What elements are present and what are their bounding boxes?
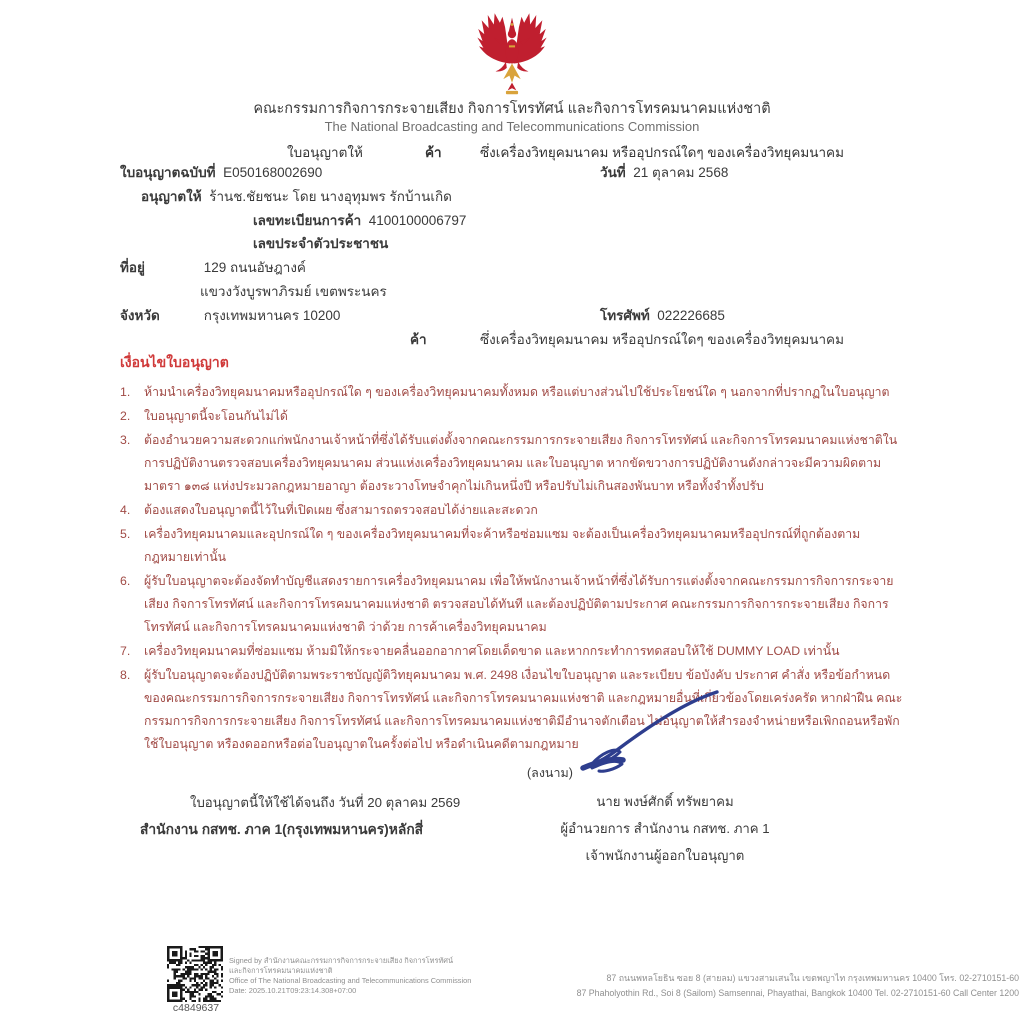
office-address-th: 87 ถนนพหลโยธิน ซอย 8 (สายลม) แขวงสามเสนใน เขตพญาไท กรุงเทพมหานคร 10400 โทร. 02-2710151-60 (606, 973, 1019, 983)
condition-text: ต้องอำนวยความสะดวกแก่พนักงานเจ้าหน้าที่ซึ่งได้รับแต่งตั้งจากคณะกรรมการกระจายเสียง กิจการโทรทัศน์ และกิจการโทรคมนาคมแห่งชาติในการปฏิบัติงานตรวจสอบเครื่องวิทยุคมนาคม ส่วนแห่งเครื่องวิทยุคมนาคม และใบอนุญาต หากขัดขวางการปฏิบัติงานดังกล่าวจะมีความผิดตามมาตรา ๑๓๘ แห่งประมวลกฎหมายอาญา ต้องระวางโทษจำคุกไม่เกินหนึ่งปี หรือปรับไม่เกินสองพันบาท หรือทั้งจำทั้งปรับ (144, 433, 898, 493)
address-line2: แขวงวังบูรพาภิรมย์ เขตพระนคร (200, 283, 387, 299)
org-name-en: The National Broadcasting and Telecommunications Commission (324, 119, 700, 134)
qr-code (167, 946, 223, 1002)
validity-block (120, 789, 460, 843)
condition-text: เครื่องวิทยุคมนาคมและอุปกรณ์ใด ๆ ของเครื่องวิทยุคมนาคมที่จะค้าหรือซ่อมแซม จะต้องเป็นเครื่องวิทยุคมนาคมหรืออุปกรณ์ที่ถูกต้องตามกฎหมายเท่านั้น (144, 527, 861, 564)
address-label: ที่อยู่ (120, 260, 145, 276)
condition-text: ห้ามนำเครื่องวิทยุคมนาคมหรืออุปกรณ์ใด ๆ ของเครื่องวิทยุคมนาคมทั้งหมด หรือแต่บางส่วนไปใช้ประโยชน์ใด ๆ นอกจากที่ปรากฏในใบอนุญาต (144, 385, 890, 399)
condition-item (120, 523, 906, 569)
condition-item (120, 664, 906, 756)
conditions-section (120, 352, 906, 757)
license-fields (120, 161, 904, 351)
field-row-address2 (200, 280, 904, 304)
trade-reg-value: 4100100006797 (368, 212, 467, 228)
condition-item (120, 570, 906, 639)
field-row-licensee (141, 185, 904, 209)
license-type-line (0, 141, 1024, 161)
license-intro: ใบอนุญาตให้ (287, 145, 363, 160)
office-address-en: 87 Phaholyothin Rd., Soi 8 (Sailom) Samsennai, Phayathai, Bangkok 10400 Tel. 02-2710151-60 Call Center 1200 (576, 988, 1019, 998)
license-scope-2: ซึ่งเครื่องวิทยุคมนาคม หรืออุปกรณ์ใดๆ ของเครื่องวิทยุคมนาคม (480, 331, 844, 347)
signer-block (500, 788, 830, 869)
license-no-value: E050168002690 (223, 165, 323, 180)
date-label: วันที่ (600, 165, 626, 180)
condition-number: 7. (120, 644, 131, 658)
office-address-block (577, 971, 1019, 1001)
licensee-value: ร้านช.ชัยชนะ โดย นางอุทุมพร รักบ้านเกิด (209, 188, 452, 204)
condition-number: 2. (120, 409, 131, 423)
condition-text: ผู้รับใบอนุญาตจะต้องจัดทำบัญชีแสดงรายการเครื่องวิทยุคมนาคม เพื่อให้พนักงานเจ้าหน้าที่ซึ่งได้รับการแต่งตั้งจากคณะกรรมการกิจการกระจายเสียง กิจการโทรทัศน์ และกิจการโทรคมนาคมแห่งชาติ ตรวจสอบได้ทันที และต้องปฏิบัติตามประกาศ คณะกรรมการกิจการกระจายเสียง กิจการโทรทัศน์ และกิจการโทรคมนาคมแห่งชาติ ว่าด้วย การค้าเครื่องวิทยุคมนาคม (144, 574, 894, 634)
field-row-license-no (120, 161, 904, 185)
condition-number: 5. (120, 527, 131, 541)
signature-ink (565, 686, 725, 778)
field-row-citizen-id (253, 232, 904, 256)
license-type-2: ค้า (410, 331, 427, 347)
condition-text: ผู้รับใบอนุญาตจะต้องปฏิบัติตามพระราชบัญญัติวิทยุคมนาคม พ.ศ. 2498 เงื่อนไขใบอนุญาต และระเบียบ ข้อบังคับ ประกาศ คำสั่ง หรือข้อกำหนด ของคณะกรรมการกิจการกระจายเสียง กิจการโทรทัศน์ และกิจการโทรคมนาคมแห่งชาติ และกฎหมายอื่นที่เกี่ยวข้องโดยเคร่งครัด หากฝ่าฝืน คณะกรรมการกิจการกระจายเสียง กิจการโทรทัศน์ และกิจการโทรคมนาคมแห่งชาติมีอำนาจตักเตือน ไม่อนุญาตให้สำรองจำหน่ายหรือเพิกถอนหรือพักใช้ใบอนุญาต หรืองดออกหรือต่อใบอนุญาตในครั้งต่อไป หรือดำเนินคดีตามกฎหมาย (144, 668, 903, 751)
signer-title: ผู้อำนวยการ สำนักงาน กสทช. ภาค 1 (560, 821, 770, 836)
license-type: ค้า (425, 145, 442, 160)
date-value: 21 ตุลาคม 2568 (633, 165, 729, 180)
condition-item (120, 429, 906, 498)
condition-number: 8. (120, 668, 131, 682)
phone-value: 022226685 (657, 307, 725, 323)
phone-label: โทรศัพท์ (600, 307, 650, 323)
condition-item (120, 405, 906, 428)
condition-number: 6. (120, 574, 131, 588)
org-name-th: คณะกรรมการกิจการกระจายเสียง กิจการโทรทัศน์ และกิจการโทรคมนาคมแห่งชาติ (253, 101, 771, 117)
citizen-id-label: เลขประจำตัวประชาชน (253, 236, 389, 252)
condition-item (120, 381, 906, 404)
signer-role: เจ้าพนักงานผู้ออกใบอนุญาต (585, 848, 745, 863)
field-row-address (120, 256, 904, 280)
sign-here-label: (ลงนาม) (527, 766, 573, 780)
address-line1: 129 ถนนอัษฎางค์ (203, 260, 306, 276)
signed-by-line4: Date: 2025.10.21T09:23:14.308+07:00 (229, 986, 357, 995)
trade-reg-label: เลขทะเบียนการค้า (253, 212, 362, 228)
issuing-office: สำนักงาน กสทช. ภาค 1(กรุงเทพมหานคร)หลักสี่ (140, 822, 424, 837)
province-value: กรุงเทพมหานคร 10200 (203, 307, 341, 323)
field-row-trade-reg (253, 209, 904, 233)
condition-text: ใบอนุญาตนี้จะโอนกันไม่ได้ (144, 409, 288, 423)
licensee-label: อนุญาตให้ (141, 188, 202, 204)
signed-by-line2: และกิจการโทรคมนาคมแห่งชาติ (229, 966, 333, 975)
condition-item (120, 499, 906, 522)
validity-line: ใบอนุญาตนี้ให้ใช้ได้จนถึง วันที่ 20 ตุลาคม 2569 (190, 795, 461, 810)
condition-text: ต้องแสดงใบอนุญาตนี้ไว้ในที่เปิดเผย ซึ่งสามารถตรวจสอบได้ง่ายและสะดวก (144, 503, 538, 517)
province-label: จังหวัด (120, 307, 160, 323)
conditions-heading: เงื่อนไขใบอนุญาต (120, 354, 229, 370)
condition-item (120, 640, 906, 663)
license-scope: ซึ่งเครื่องวิทยุคมนาคม หรืออุปกรณ์ใดๆ ของเครื่องวิทยุคมนาคม (480, 145, 844, 160)
conditions-list (120, 381, 906, 756)
field-row-type (120, 328, 904, 352)
signed-by-line1: Signed by สำนักงานคณะกรรมการกิจการกระจายเสียง กิจการโทรทัศน์ (229, 956, 454, 965)
qr-caption: c4849637 (172, 1002, 220, 1014)
signer-name: นาย พงษ์ศักดิ์ ทรัพยาคม (596, 794, 734, 809)
license-no-label: ใบอนุญาตฉบับที่ (120, 165, 216, 180)
condition-text: เครื่องวิทยุคมนาคมที่ซ่อมแซม ห้ามมิให้กระจายคลื่นออกอากาศโดยเด็ดขาด และหากกระทำการทดสอบให้ใช้ DUMMY LOAD เท่านั้น (144, 644, 840, 658)
digital-signature-block (229, 956, 471, 996)
condition-number: 3. (120, 433, 131, 447)
condition-number: 4. (120, 503, 131, 517)
field-row-province (120, 304, 904, 328)
condition-number: 1. (120, 385, 131, 399)
signed-by-line3: Office of The National Broadcasting and Telecommunications Commission (229, 976, 472, 985)
garuda-emblem-icon (460, 6, 564, 107)
